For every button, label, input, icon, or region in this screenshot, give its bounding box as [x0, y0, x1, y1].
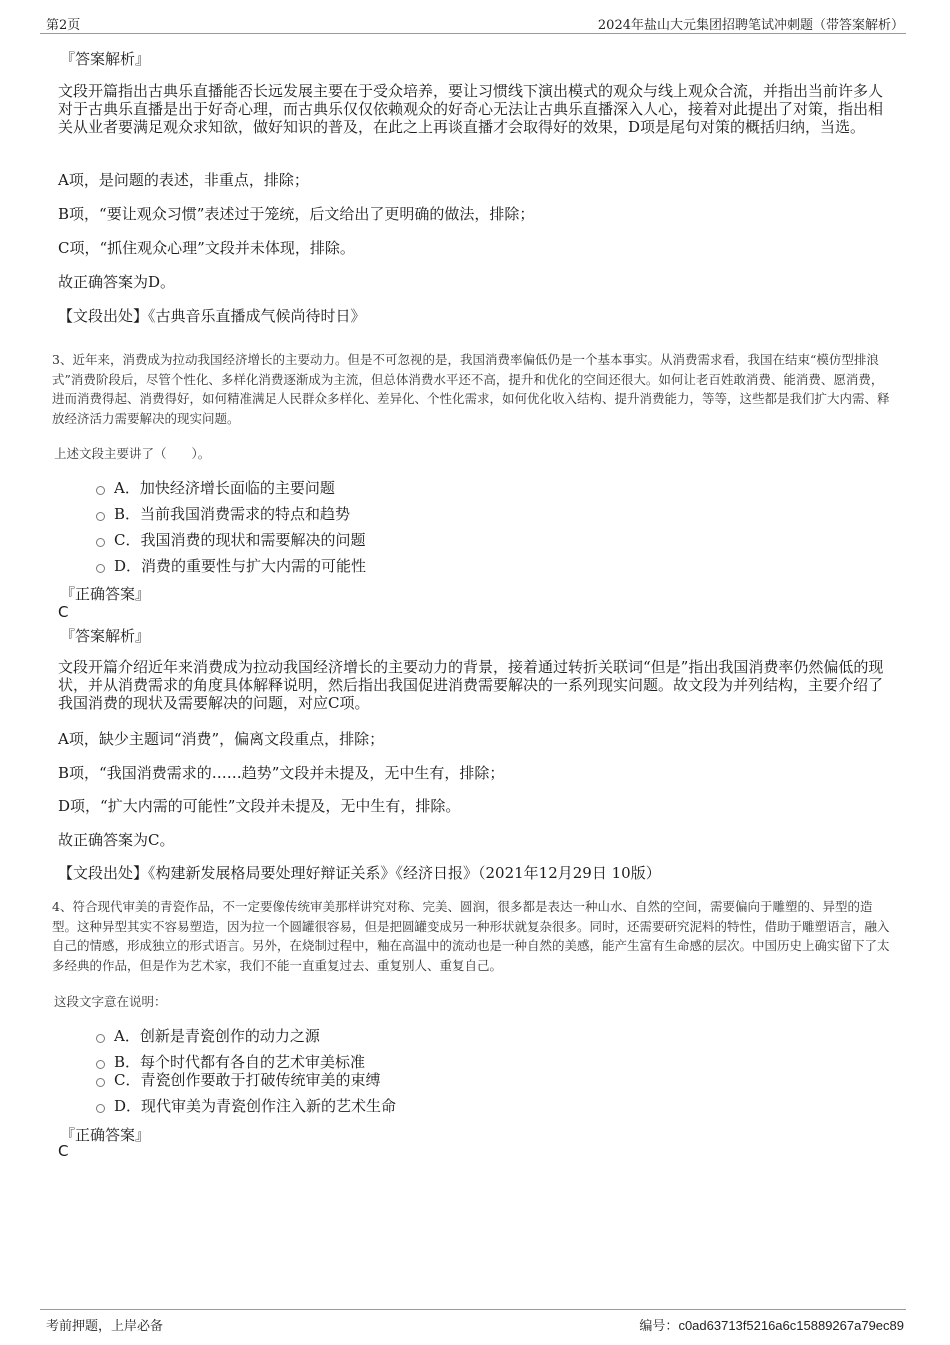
q4-correct-answer: C	[58, 1142, 69, 1160]
option-label: B．每个时代都有各自的艺术审美标准	[114, 1053, 366, 1071]
q3-conclusion: 故正确答案为C。	[58, 831, 175, 849]
footer-code-label: 编号：	[639, 1319, 679, 1334]
document-title: 2024年盐山大元集团招聘笔试冲刺题（带答案解析）	[597, 18, 904, 33]
q2-conclusion: 故正确答案为D。	[58, 273, 176, 291]
option-label: C．我国消费的现状和需要解决的问题	[114, 531, 366, 549]
option-label: D．现代审美为青瓷创作注入新的艺术生命	[114, 1097, 397, 1115]
q4-option-b[interactable]	[96, 1053, 365, 1071]
q3-question: 上述文段主要讲了（ ）。	[54, 446, 211, 461]
radio-icon[interactable]	[96, 538, 105, 547]
q4-option-d[interactable]	[96, 1097, 396, 1115]
q3-option-c[interactable]	[96, 531, 365, 549]
q4-stem: 4、符合现代审美的青瓷作品，不一定要像传统审美那样讲究对称、完美、圆润，很多都是表达一种山水、自然的空间，需要偏向于雕塑的、异型的造型。这种异型其实不容易塑造，因为拉一个圆罐很容易，但是把圆罐变成另一种形状就复杂很多。同时，还需要研究泥料的特性，借助于雕塑语言，融入自己的情感，形成独立的形式语言。另外，在烧制过程中，釉在高温中的流动也是一种自然的美感，能产生富有生命感的层次。中国历史上确实留下了太多经典的作品，但是作为艺术家，我们不能一直重复过去、重复别人、重复自己。	[52, 899, 890, 973]
option-label: C．青瓷创作要敢于打破传统审美的束缚	[114, 1071, 381, 1089]
q2-note-b: B项，“要让观众习惯”表述过于笼统，后文给出了更明确的做法，排除；	[58, 205, 535, 223]
radio-icon[interactable]	[96, 1060, 105, 1069]
q3-note-a: A项，缺少主题词“消费”，偏离文段重点，排除；	[58, 730, 385, 748]
page-number: 第2页	[46, 18, 81, 33]
radio-icon[interactable]	[96, 1034, 105, 1043]
q3-note-d: D项，“扩大内需的可能性”文段并未提及，无中生有，排除。	[58, 797, 461, 815]
radio-icon[interactable]	[96, 564, 105, 573]
q3-note-b: B项，“我国消费需求的……趋势”文段并未提及，无中生有，排除；	[58, 764, 505, 782]
q3-correct-label: 『正确答案』	[60, 585, 151, 603]
q3-option-d[interactable]	[96, 557, 366, 575]
q3-option-a[interactable]	[96, 479, 335, 497]
footer-code	[639, 1315, 904, 1334]
radio-icon[interactable]	[96, 486, 105, 495]
q3-correct-answer: C	[58, 603, 69, 621]
q3-option-b[interactable]	[96, 505, 350, 523]
radio-icon[interactable]	[96, 512, 105, 521]
q4-question: 这段文字意在说明：	[54, 994, 167, 1009]
option-label: D．消费的重要性与扩大内需的可能性	[114, 557, 367, 575]
q3-analysis-body: 文段开篇介绍近年来消费成为拉动我国经济增长的主要动力的背景，接着通过转折关联词“但是”指出我国消费率仍然偏低的现状，并从消费需求的角度具体解释说明，然后指出我国促进消费需要解决的一系列现实问题。故文段为并列结构，主要介绍了我国消费的现状及需要解决的问题，对应C项。	[58, 658, 884, 712]
radio-icon[interactable]	[96, 1078, 105, 1087]
radio-icon[interactable]	[96, 1104, 105, 1113]
q4-correct-label: 『正确答案』	[60, 1126, 151, 1144]
footer-slogan: 考前押题，上岸必备	[46, 1319, 164, 1334]
q2-note-a: A项，是问题的表述，非重点，排除；	[58, 171, 309, 189]
footer-code-value: c0ad63713f5216a6c15889267a79ec89	[678, 1318, 904, 1333]
q2-note-c: C项，“抓住观众心理”文段并未体现，排除。	[58, 239, 355, 257]
q3-analysis-label: 『答案解析』	[60, 627, 151, 645]
q3-stem: 3、近年来，消费成为拉动我国经济增长的主要动力。但是不可忽视的是，我国消费率偏低仍是一个基本事实。从消费需求看，我国在结束“模仿型排浪式”消费阶段后，尽管个性化、多样化消费逐渐成为主流，但总体消费水平还不高，提升和优化的空间还很大。如何让老百姓敢消费、能消费、愿消费，进而消费得起、消费得好，如何精准满足人民群众多样化、差异化、个性化需求，如何优化收入结构、提升消费能力，等等，这些都是我们扩大内需、释放经济活力需要解决的现实问题。	[52, 352, 890, 426]
option-label: A．创新是青瓷创作的动力之源	[114, 1027, 320, 1045]
q3-source: 【文段出处】《构建新发展格局要处理好辩证关系》《经济日报》（2021年12月29日 10版）	[58, 864, 661, 882]
q2-analysis-label: 『答案解析』	[60, 50, 151, 68]
footer-rule	[40, 1309, 906, 1310]
q2-analysis-body: 文段开篇指出古典乐直播能否长远发展主要在于受众培养，要让习惯线下演出模式的观众与线上观众合流，并指出当前许多人对于古典乐直播是出于好奇心理，而古典乐仅仅依赖观众的好奇心无法让古典乐直播深入人心，接着对此提出了对策，指出相关从业者要满足观众求知欲，做好知识的普及，在此之上再谈直播才会取得好的效果，D项是尾句对策的概括归纳，当选。	[58, 82, 884, 136]
option-label: B．当前我国消费需求的特点和趋势	[114, 505, 351, 523]
q4-option-c[interactable]	[96, 1071, 380, 1089]
q2-source: 【文段出处】《古典音乐直播成气候尚待时日》	[58, 307, 366, 325]
q4-option-a[interactable]	[96, 1027, 320, 1045]
header-rule	[40, 33, 906, 34]
option-label: A．加快经济增长面临的主要问题	[114, 479, 335, 497]
